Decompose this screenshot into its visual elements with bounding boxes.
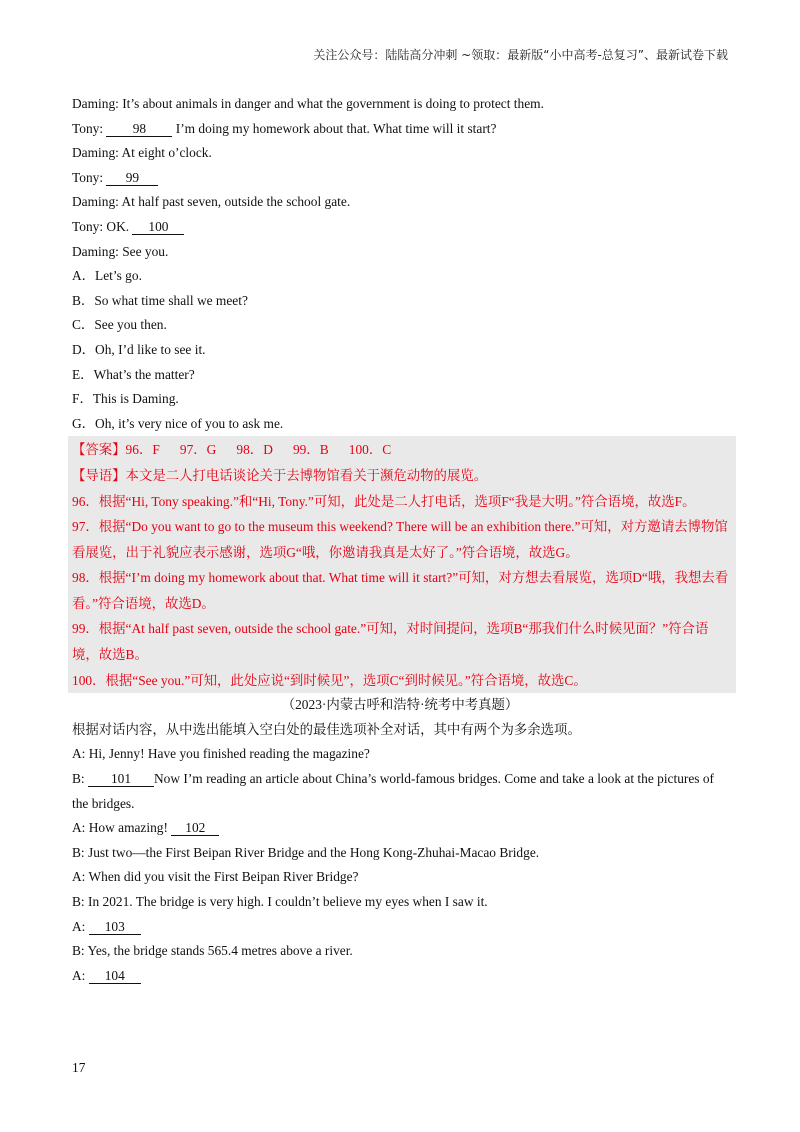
document-body [72,92,728,988]
option-item: G．Oh, it’s very nice of you to ask me. [72,415,284,431]
page-number: 17 [72,1060,86,1075]
question-source: （2023·内蒙古呼和浩特·统考中考真题） [281,697,519,713]
page-header: 关注公众号：陆陆高分冲刺 ~领取：最新版“小中高考-总复习”、最新试卷下载 [313,48,728,62]
dialogue-line: A: 104 [72,964,728,989]
explanation-98: 98．根据“I’m doing my homework about that. What time will it start?”可知，对方想去看展览，选项D“哦，我想去看看。”符合语境，故选D。 [72,570,729,611]
blank-98: 98 [106,121,172,137]
answer-key: 【答案】96．F 97．G 98．D 99．B 100．C [72,442,392,458]
dialogue-line: B: Yes, the bridge stands 565.4 metres above a river. [72,943,353,959]
dialogue-line: B: In 2021. The bridge is very high. I couldn’t believe my eyes when I saw it. [72,894,488,909]
answer-explanation-block [68,436,736,693]
option-item: E．What’s the matter? [72,366,195,382]
dialogue-line: Daming: At half past seven, outside the school gate. [72,194,351,210]
blank-100: 100 [132,219,184,235]
blank-103: 103 [89,919,141,935]
dialogue-line: A: When did you visit the First Beipan River Bridge? [72,869,359,885]
dialogue-line: Tony: OK. 100 [72,215,728,240]
blank-102: 102 [171,820,219,836]
dialogue-line: Tony: 98 I’m doing my homework about that. What time will it start? [72,120,497,136]
blank-101: 101 [88,771,154,787]
option-item: C．See you then. [72,317,167,333]
option-item: F．This is Daming. [72,391,179,407]
dialogue-line: Daming: See you. [72,243,169,259]
explanation-100: 100．根据“See you.”可知，此处应说“到时候见”，选项C“到时候见。”符合语境，故选C。 [72,672,587,688]
option-item: D．Oh, I’d like to see it. [72,341,206,357]
explanation-96: 96．根据“Hi, Tony speaking.”和“Hi, Tony.”可知，此处是二人打电话，选项F“我是大明。”符合语境，故选F。 [72,493,696,509]
blank-104: 104 [89,968,141,984]
dialogue-line: A: 103 [72,915,728,940]
dialogue-line: A: How amazing! 102 [72,816,728,841]
dialogue-line: B: Just two—the First Beipan River Bridge and the Hong Kong-Zhuhai-Macao Bridge. [72,844,540,860]
dialogue-line: Daming: It’s about animals in danger and what the government is doing to protect them. [72,96,544,111]
dialogue-line: A: Hi, Jenny! Have you finished reading the magazine? [72,746,370,762]
explanation-97: 97．根据“Do you want to go to the museum this weekend? There will be an exhibition there.”可知，对方邀请去博物馆看展览，出于礼貌应表示感谢，选项G“哦，你邀请我真是太好了。”符合语境，故选G。 [72,519,728,560]
dialogue-line: Daming: At eight o’clock. [72,145,212,161]
guide-text: 【导语】本文是二人打电话谈论关于去博物馆看关于濒危动物的展览。 [72,467,488,483]
dialogue-line: Tony: 99 [72,166,728,191]
option-item: B．So what time shall we meet? [72,292,248,308]
blank-99: 99 [106,170,158,186]
dialogue-line: B: 101 Now I’m reading an article about China’s world-famous bridges. Come and take a look at the pictures of the bridges. [72,771,715,811]
explanation-99: 99．根据“At half past seven, outside the school gate.”可知，对时间提问，选项B“那我们什么时候见面？”符合语境，故选B。 [72,621,709,663]
option-item: A．Let’s go. [72,268,142,284]
instruction-text: 根据对话内容，从中选出能填入空白处的最佳选项补全对话，其中有两个为多余选项。 [72,721,581,737]
